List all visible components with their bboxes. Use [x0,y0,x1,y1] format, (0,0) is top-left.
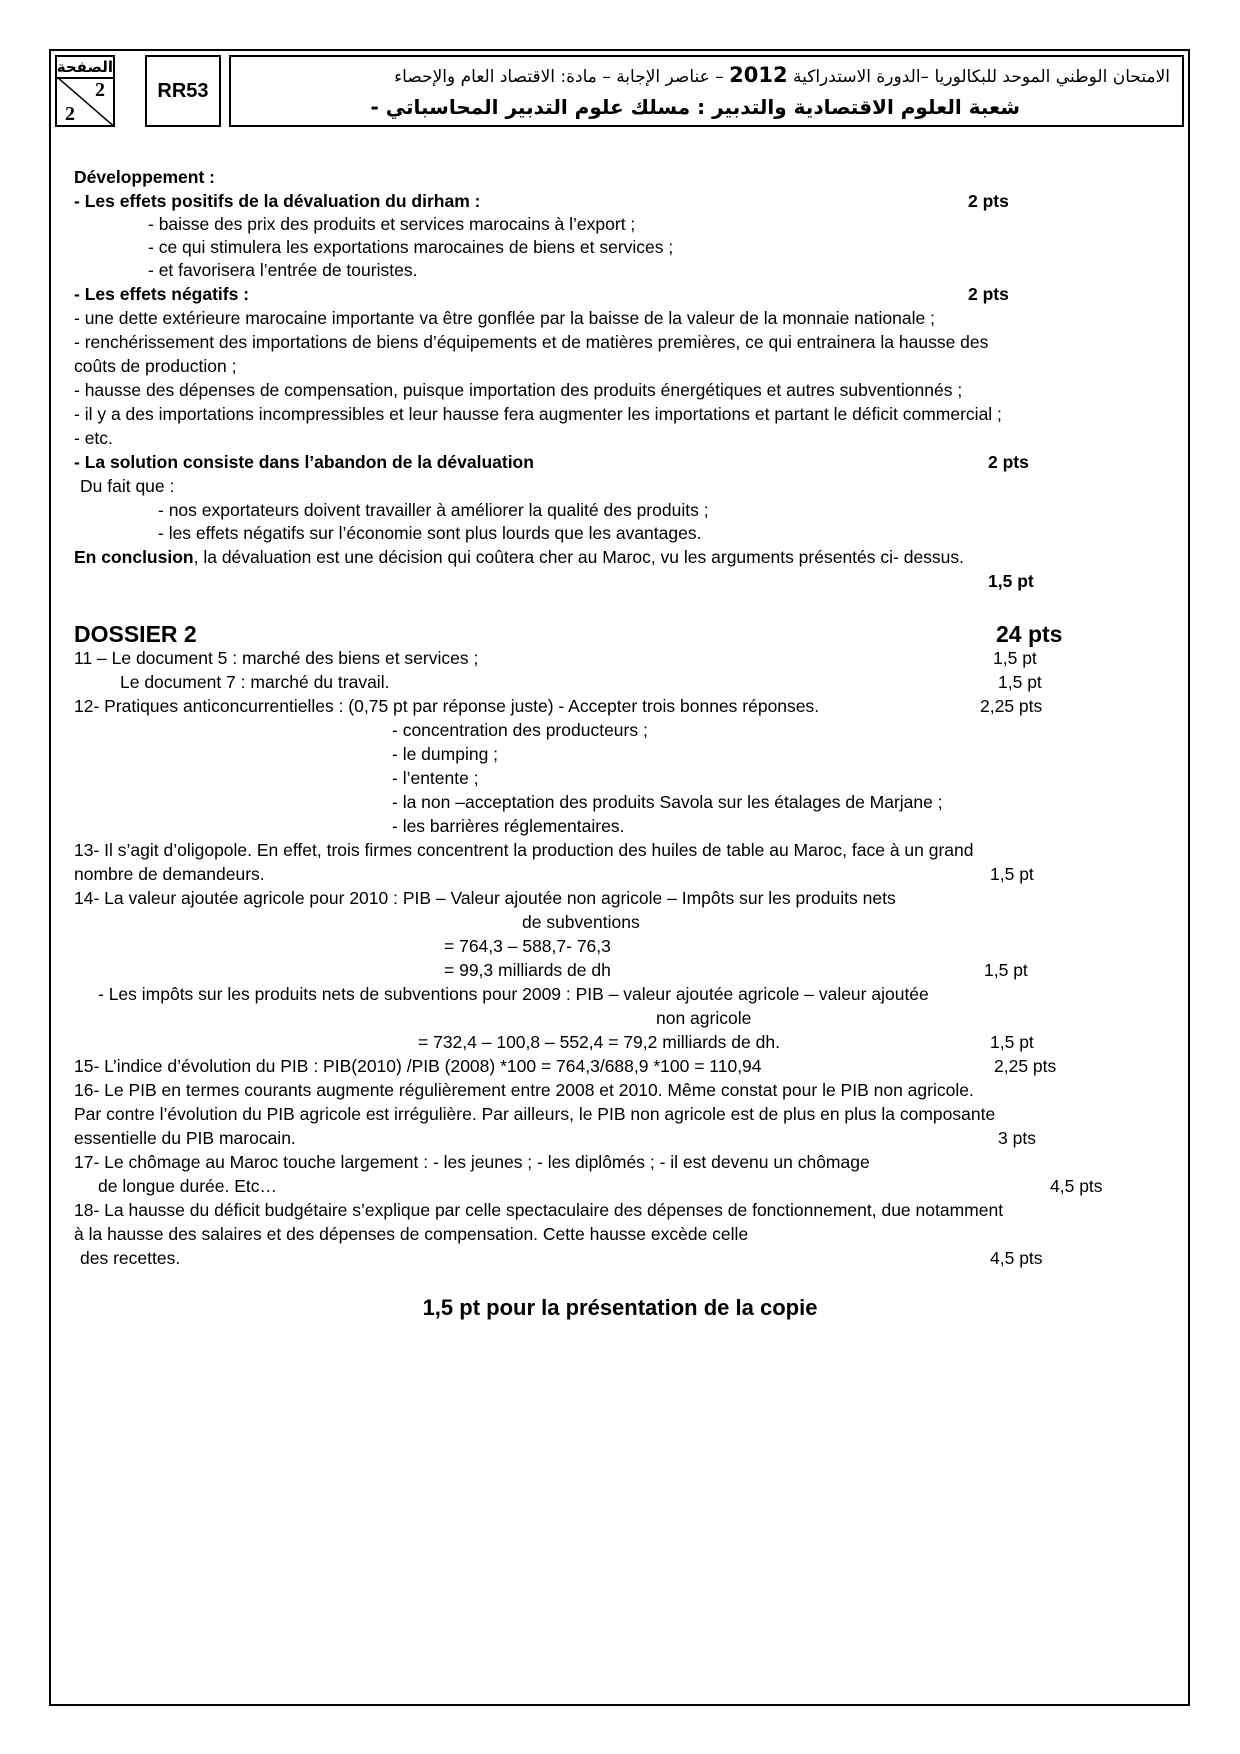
q11-points1: 1,5 pt [993,648,1037,668]
q12-line: 12- Pratiques anticoncurrentielles : (0,75 pt par réponse juste) - Accepter trois bonnes réponses. [74,696,820,716]
exam-title-line1 [243,61,1170,91]
q18-points: 4,5 pts [990,1248,1043,1268]
q18-line3: des recettes. [80,1248,181,1268]
pos-heading: - Les effets positifs de la dévaluation du dirham : [74,191,481,211]
exam-title-part-b: – عناصر الإجابة – مادة: الاقتصاد العام والإحصاء [394,67,724,87]
q12-item: - le dumping ; [392,744,499,764]
page-number-box [55,55,115,127]
pos-points: 2 pts [968,191,1009,211]
exam-code: RR53 [145,55,221,127]
q16-points: 3 pts [998,1128,1036,1148]
q16-line2: Par contre l’évolution du PIB agricole est irrégulière. Par ailleurs, le PIB non agricole est de plus en plus la composante [74,1104,996,1124]
pos-item: - et favorisera l’entrée de touristes. [148,260,418,280]
pos-item: - baisse des prix des produits et services marocains à l’export ; [148,214,636,234]
q13-points: 1,5 pt [990,864,1034,884]
dossier2-points: 24 pts [996,621,1063,647]
exam-title-box [229,55,1184,127]
dev-title: Développement : [74,167,215,187]
q12-item: - la non –acceptation des produits Savola sur les étalages de Marjane ; [392,792,943,812]
q17-line1: 17- Le chômage au Maroc touche largement : - les jeunes ; - les diplômés ; - il est devenu un chômage [74,1152,870,1172]
neg-item: - etc. [74,428,113,448]
solution-item: - les effets négatifs sur l’économie sont plus lourds que les avantages. [158,523,702,543]
exam-year: 2012 [729,63,788,87]
q15-line: 15- L’indice d’évolution du PIB : PIB(2010) /PIB (2008) *100 = 764,3/688,9 *100 = 110,94 [74,1056,762,1076]
exam-title-part-a: الامتحان الوطني الموحد للبكالوريا –الدورة الاستدراكية [793,67,1170,87]
q16-line1: 16- Le PIB en termes courants augmente régulièrement entre 2008 et 2010. Même constat pour le PIB non agricole. [74,1080,974,1100]
q14-line5: - Les impôts sur les produits nets de subventions pour 2009 : PIB – valeur ajoutée agricole – valeur ajoutée [98,984,929,1004]
q12-item: - concentration des producteurs ; [392,720,648,740]
conclusion-points: 1,5 pt [988,571,1034,591]
neg-item: - hausse des dépenses de compensation, puisque importation des produits énergétiques et autres subventionnés ; [74,380,963,400]
exam-header [49,49,1190,129]
q14-line6: non agricole [656,1008,752,1028]
neg-item: - il y a des importations incompressibles et leur hausse fera augmenter les importations et partant le déficit commercial ; [74,404,1002,424]
q14-line4: = 99,3 milliards de dh [444,960,611,980]
q12-points: 2,25 pts [980,696,1043,716]
q12-item: - l’entente ; [392,768,479,788]
q14-line2: de subventions [522,912,640,932]
q11-line2: Le document 7 : marché du travail. [120,672,390,692]
q14-line3: = 764,3 – 588,7- 76,3 [444,936,611,956]
q14-points1: 1,5 pt [984,960,1028,980]
neg-item: - une dette extérieure marocaine importante va être gonflée par la baisse de la valeur de la monnaie nationale ; [74,308,935,328]
q12-item: - les barrières réglementaires. [392,816,625,836]
conclusion-label: En conclusion [74,547,194,567]
presentation-note: 1,5 pt pour la présentation de la copie [422,1295,818,1320]
q18-line2: à la hausse des salaires et des dépenses de compensation. Cette hausse excède celle [74,1224,749,1244]
q13-line2: nombre de demandeurs. [74,864,265,884]
q17-points: 4,5 pts [1050,1176,1103,1196]
q16-line3: essentielle du PIB marocain. [74,1128,296,1148]
q17-line2: de longue durée. Etc… [98,1176,278,1196]
q18-line1: 18- La hausse du déficit budgétaire s’explique par celle spectaculaire des dépenses de fonctionnement, due notamment [74,1200,1004,1220]
neg-item: - renchérissement des importations de biens d’équipements et de matières premières, ce qui entrainera la hausse des [74,332,989,352]
solution-heading: - La solution consiste dans l’abandon de la dévaluation [74,452,534,472]
q14-points2: 1,5 pt [990,1032,1034,1052]
page-label: الصفحة [57,57,113,79]
solution-points: 2 pts [988,452,1029,472]
q13-line1: 13- Il s’agit d’oligopole. En effet, trois firmes concentrent la production des huiles de table au Maroc, face à un grand [74,840,974,860]
q11-line1: 11 – Le document 5 : marché des biens et services ; [74,648,479,668]
q14-line7: = 732,4 – 100,8 – 552,4 = 79,2 milliards de dh. [418,1032,780,1052]
solution-intro: Du fait que : [80,476,175,496]
neg-points: 2 pts [968,284,1009,304]
neg-item: coûts de production ; [74,356,237,376]
q11-points2: 1,5 pt [998,672,1042,692]
conclusion [74,546,964,568]
exam-title-line2: شعبة العلوم الاقتصادية والتدبير : مسلك علوم التدبير المحاسباتي - [370,95,1020,119]
dossier2-title: DOSSIER 2 [74,621,197,647]
q15-points: 2,25 pts [994,1056,1057,1076]
page-current: 2 [95,79,105,101]
pos-item: - ce qui stimulera les exportations marocaines de biens et services ; [148,237,674,257]
solution-item: - nos exportateurs doivent travailler à améliorer la qualité des produits ; [158,500,709,520]
neg-heading: - Les effets négatifs : [74,284,250,304]
conclusion-text: , la dévaluation est une décision qui coûtera cher au Maroc, vu les arguments présentés ci- dessus. [193,547,965,567]
q14-line1: 14- La valeur ajoutée agricole pour 2010 : PIB – Valeur ajoutée non agricole – Impôts sur les produits nets [74,888,896,908]
page-total: 2 [65,103,75,125]
